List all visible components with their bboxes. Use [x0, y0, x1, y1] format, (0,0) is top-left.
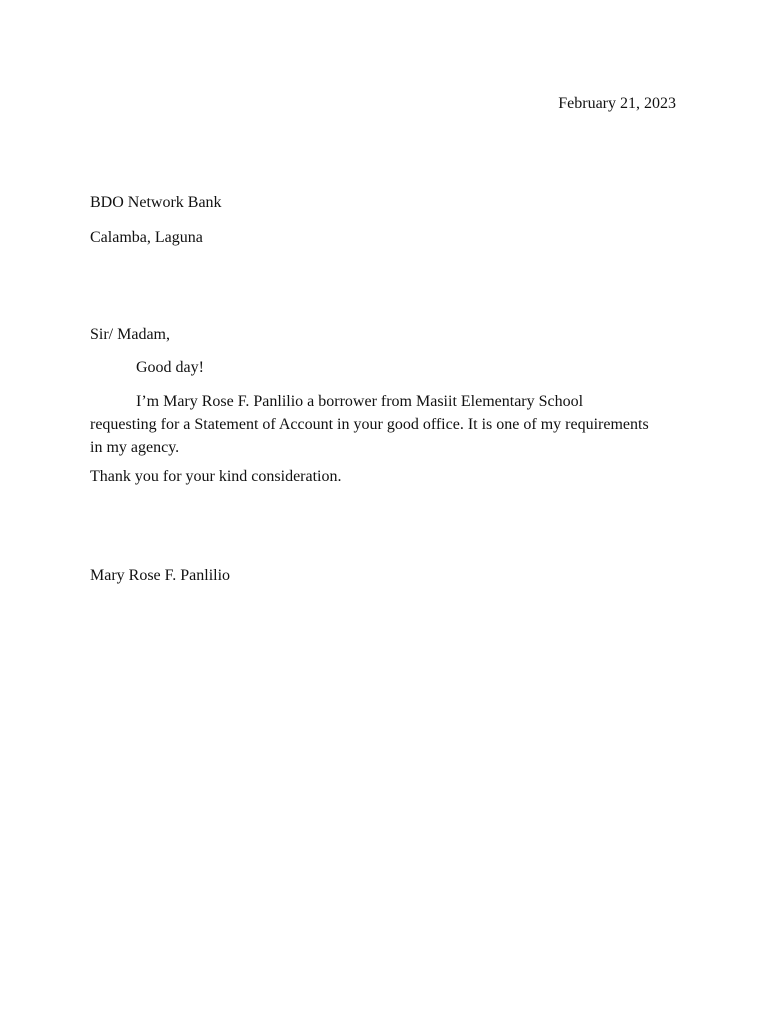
- salutation: Sir/ Madam,: [90, 326, 170, 343]
- signature-name: Mary Rose F. Panlilio: [90, 567, 231, 584]
- recipient-location: Calamba, Laguna: [90, 229, 203, 246]
- letter-date: February 21, 2023: [558, 95, 676, 112]
- closing-line: Thank you for your kind consideration.: [90, 468, 342, 485]
- recipient-name: BDO Network Bank: [90, 194, 222, 211]
- letter-body: I’m Mary Rose F. Panlilio a borrower from Masiit Elementary School requesting for a Statement of Account in your good office. It is one of my requirements in my agency.: [90, 393, 649, 456]
- greeting: Good day!: [136, 359, 204, 376]
